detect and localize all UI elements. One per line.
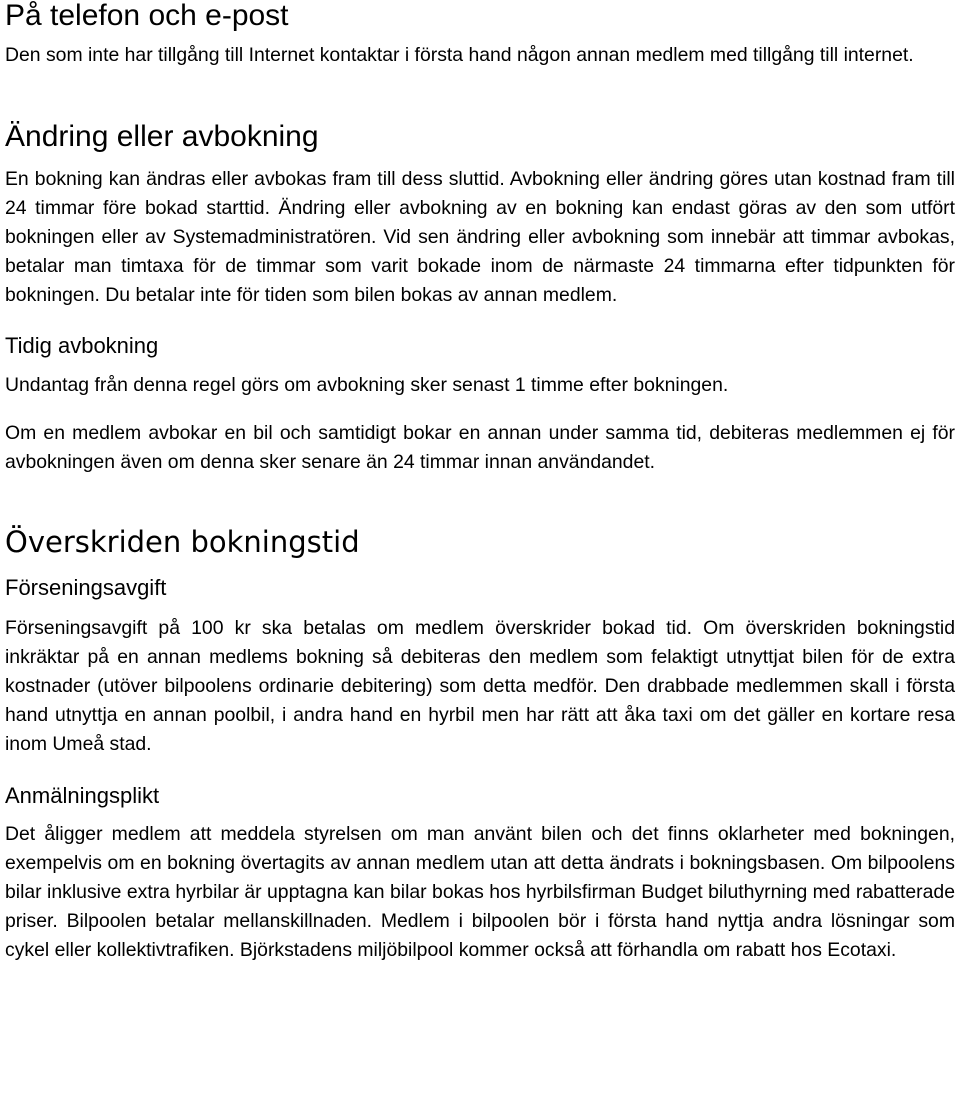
heading-report-duty: Anmälningsplikt <box>5 783 160 808</box>
heading-overtime: Överskriden bokningstid <box>5 525 360 559</box>
paragraph-delay-fee: Förseningsavgift på 100 kr ska betalas om medlem överskrider bokad tid. Om överskriden bokningstid inkräktar på en annan medlems bokning så debiteras den medlem som felaktigt utnyttjat bilen för de extra kostnader (utöver bilpoolens ordinarie debitering) som detta medför. Den drabbade medlemmen skall i första hand utnyttja en annan poolbil, i andra hand en hyrbil men har rätt att åka taxi om det gäller en kortare resa inom Umeå stad. <box>5 617 955 755</box>
heading-phone-email: På telefon och e-post <box>5 0 289 32</box>
paragraph-phone-email: Den som inte har tillgång till Internet kontaktar i första hand någon annan medlem med tillgång till internet. <box>5 44 914 66</box>
paragraph-report-duty: Det åligger medlem att meddela styrelsen om man använt bilen och det finns oklarheter med bokningen, exempelvis om en bokning övertagits av annan medlem utan att detta ändrats i bokningsbasen. Om bilpoolens bilar inklusive extra hyrbilar är upptagna kan bilar bokas hos hyrbilsfirman Budget biluthyrning med rabatterade priser. Bilpoolen betalar mellanskillnaden. Medlem i bilpoolen bör i första hand nyttja andra lösningar som cykel eller kollektivtrafiken. Björkstadens miljöbilpool kommer också att förhandla om rabatt hos Ecotaxi. <box>5 823 955 961</box>
paragraph-early-cancel-rule: Undantag från denna regel görs om avbokning sker senast 1 timme efter bokningen. <box>5 374 729 396</box>
heading-early-cancel: Tidig avbokning <box>5 333 159 358</box>
heading-change-cancel: Ändring eller avbokning <box>5 120 319 153</box>
document-page <box>5 0 955 965</box>
paragraph-early-cancel-exception: Om en medlem avbokar en bil och samtidigt bokar en annan under samma tid, debiteras medlemmen ej för avbokningen även om denna sker senare än 24 timmar innan användandet. <box>5 422 955 473</box>
paragraph-change-cancel: En bokning kan ändras eller avbokas fram till dess sluttid. Avbokning eller ändring göres utan kostnad fram till 24 timmar före bokad starttid. Ändring eller avbokning av en bokning kan endast göras av den som utfört bokningen eller av Systemadministratören. Vid sen ändring eller avbokning som innebär att timmar avbokas, betalar man timtaxa för de timmar som varit bokade inom de närmaste 24 timmarna efter tidpunkten för bokningen. Du betalar inte för tiden som bilen bokas av annan medlem. <box>5 168 955 306</box>
heading-delay-fee: Förseningsavgift <box>5 575 167 600</box>
